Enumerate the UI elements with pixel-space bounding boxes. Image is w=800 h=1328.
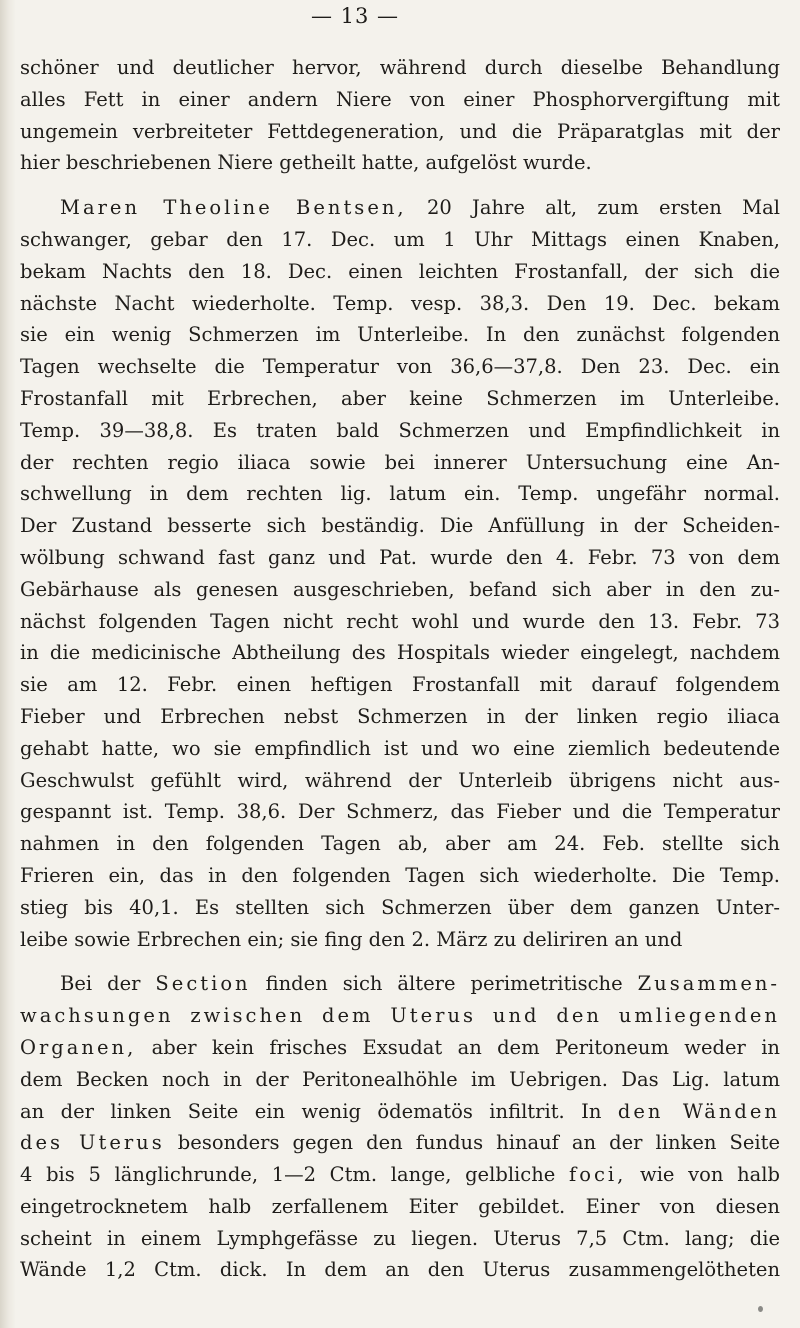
text-line: stieg bis 40,1. Es stellten sich Schmerzen über dem ganzen Unter-: [20, 895, 780, 919]
paragraph-gap: [20, 955, 780, 968]
text-line: gehabt hatte, wo sie empfindlich ist und wo eine ziemlich bedeutende: [20, 736, 780, 760]
body-text: [20, 52, 780, 1286]
page-edge-shadow: [0, 0, 16, 1328]
emphasis-term: Organen,: [20, 1035, 137, 1059]
text-line: nächste Nacht wiederholte. Temp. vesp. 38,3. Den 19. Dec. bekam: [20, 291, 780, 315]
text-fragment: besonders gegen den fundus hinauf an der linken Seite: [177, 1131, 780, 1155]
text-line: Gebärhause als genesen ausgeschrieben, befand sich aber in den zu-: [20, 577, 780, 601]
text-line: Der Zustand besserte sich beständig. Die Anfüllung in der Scheiden-: [20, 514, 780, 538]
text-line: sie ein wenig Schmerzen im Unterleibe. In den zunächst folgenden: [20, 323, 780, 347]
text-line: sie am 12. Febr. einen heftigen Frostanfall mit darauf folgendem: [20, 673, 780, 697]
emphasis-term: Zusammen-: [637, 972, 781, 996]
text-line: schwellung in dem rechten lig. latum ein. Temp. ungefähr normal.: [20, 482, 780, 506]
text-line: gespannt ist. Temp. 38,6. Der Schmerz, das Fieber und die Temperatur: [20, 800, 780, 824]
text-line: Frostanfall mit Erbrechen, aber keine Schmerzen im Unterleibe.: [20, 386, 780, 410]
text-line: Geschwulst gefühlt wird, während der Unterleib übrigens nicht aus-: [20, 768, 780, 792]
text-line: [20, 1127, 780, 1159]
emphasis-term: foci,: [569, 1163, 627, 1187]
text-line: ungemein verbreiteter Fettdegeneration, und die Präparatglas mit der: [20, 119, 780, 143]
text-line: scheint in einem Lymphgefässe zu liegen. Uterus 7,5 Ctm. lang; die: [20, 1226, 780, 1250]
text-line: Fieber und Erbrechen nebst Schmerzen in der linken regio iliaca: [20, 704, 780, 728]
text-line: eingetrocknetem halb zerfallenem Eiter gebildet. Einer von diesen: [20, 1194, 780, 1218]
text-fragment: Bei der: [60, 972, 141, 996]
text-line: [20, 968, 780, 1000]
text-line: der rechten regio iliaca sowie bei innerer Untersuchung eine An-: [20, 450, 780, 474]
text-line: nahmen in den folgenden Tagen ab, aber am 24. Feb. stellte sich: [20, 832, 780, 856]
emphasis-term: des Uterus: [20, 1131, 165, 1155]
text-fragment: wie von halb: [640, 1163, 781, 1187]
paragraph-gap: [20, 179, 780, 192]
text-line: wölbung schwand fast ganz und Pat. wurde den 4. Febr. 73 von dem: [20, 545, 780, 569]
text-line: bekam Nachts den 18. Dec. einen leichten Frostanfall, der sich die: [20, 259, 780, 283]
text-line: in die medicinische Abtheilung des Hospitals wieder eingelegt, nachdem: [20, 641, 780, 665]
text-fragment: aber kein frisches Exsudat an dem Peritoneum weder in: [151, 1035, 780, 1059]
text-fragment: an der linken Seite ein wenig ödematös infiltrit. In: [20, 1099, 602, 1123]
paragraph-continuation: [20, 52, 780, 179]
text-line: leibe sowie Erbrechen ein; sie fing den 2. März zu deliriren an und: [20, 927, 683, 951]
page-number: — 13 —: [310, 4, 400, 28]
emphasis-term: Section: [155, 972, 251, 996]
text-line: Frieren ein, das in den folgenden Tagen sich wiederholte. Die Temp.: [20, 863, 780, 887]
text-line: schöner und deutlicher hervor, während durch dieselbe Behandlung: [20, 56, 780, 79]
paragraph-case-report: [20, 192, 780, 955]
text-line: [20, 1096, 780, 1128]
paragraph-section-findings: [20, 968, 780, 1286]
text-fragment: finden sich ältere perimetritische: [265, 972, 623, 996]
ink-speck: [758, 1306, 763, 1312]
text-fragment: 20 Jahre alt, zum ersten Mal: [426, 196, 780, 220]
text-fragment: 4 bis 5 länglichrunde, 1—2 Ctm. lange, gelbliche: [20, 1163, 556, 1187]
text-line: alles Fett in einer andern Niere von einer Phosphorvergiftung mit: [20, 87, 780, 111]
text-line: [20, 1159, 780, 1191]
text-line: Tagen wechselte die Temperatur von 36,6—37,8. Den 23. Dec. ein: [20, 355, 780, 379]
text-line: hier beschriebenen Niere getheilt hatte, aufgelöst wurde.: [20, 151, 592, 175]
text-line: [20, 192, 780, 224]
text-line: dem Becken noch in der Peritonealhöhle im Uebrigen. Das Lig. latum: [20, 1067, 780, 1091]
patient-name: Maren Theoline Bentsen,: [60, 196, 407, 220]
text-line: Temp. 39—38,8. Es traten bald Schmerzen und Empfindlichkeit in: [20, 418, 780, 442]
text-line: Wände 1,2 Ctm. dick. In dem an den Uterus zusammengelötheten: [20, 1258, 780, 1282]
text-line: schwanger, gebar den 17. Dec. um 1 Uhr Mittags einen Knaben,: [20, 227, 780, 251]
text-line: [20, 1032, 780, 1064]
emphasis-term: den Wänden: [617, 1099, 780, 1123]
text-line: wachsungen zwischen dem Uterus und den umliegenden: [20, 1004, 780, 1028]
text-line: nächst folgenden Tagen nicht recht wohl und wurde den 13. Febr. 73: [20, 609, 780, 633]
